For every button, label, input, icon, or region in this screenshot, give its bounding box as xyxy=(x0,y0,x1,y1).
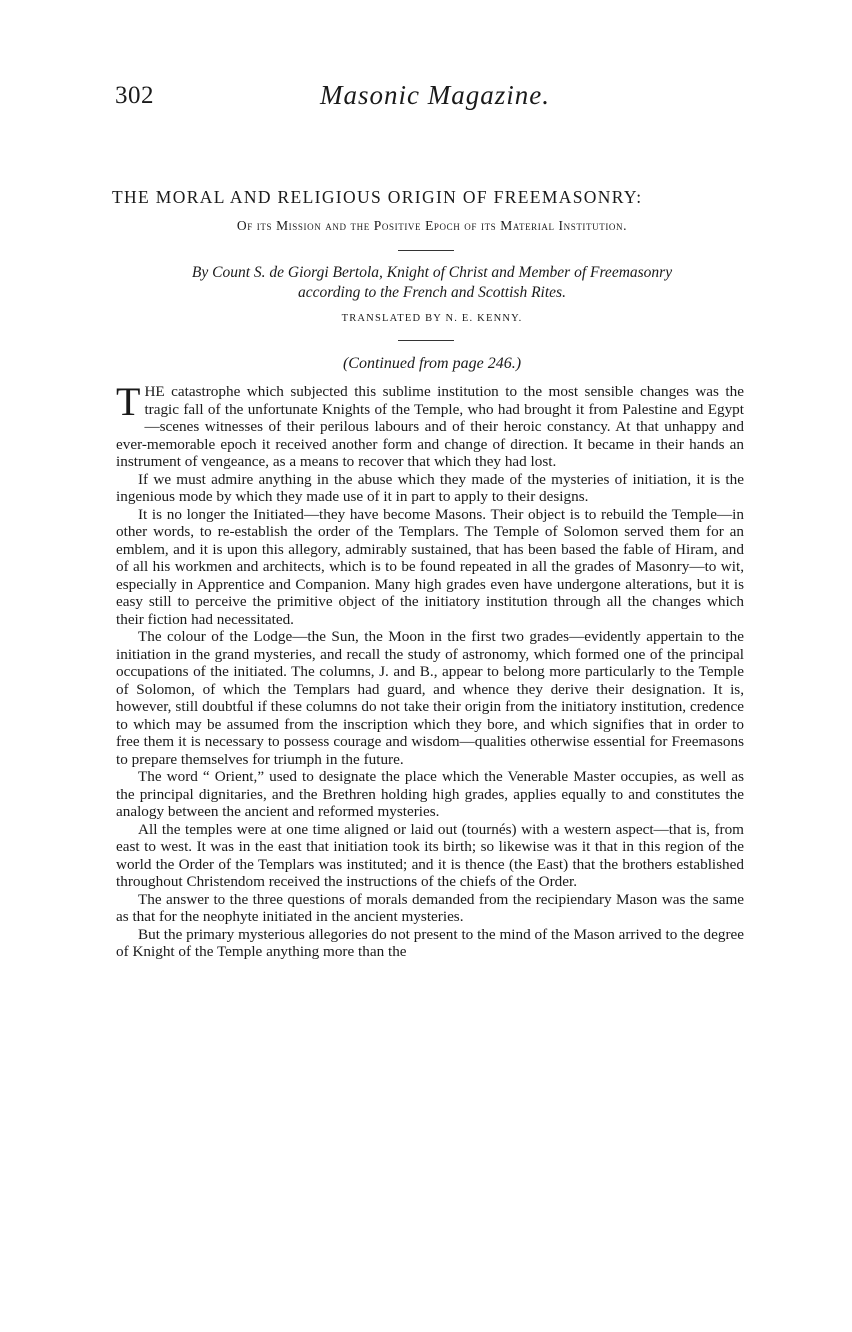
divider-rule xyxy=(398,340,454,341)
article-title: THE MORAL AND RELIGIOUS ORIGIN OF FREEMASONRY: xyxy=(112,187,643,207)
page-number: 302 xyxy=(115,82,154,109)
drop-cap: T xyxy=(116,379,141,424)
translator-credit: TRANSLATED BY N. E. KENNY. xyxy=(341,313,523,324)
continued-note: (Continued from page 246.) xyxy=(342,355,522,372)
paragraph: The colour of the Lodge—the Sun, the Moon in the first two grades—evidently appertain to the initiation in the grand mysteries, and recall the study of astronomy, which formed one of the principal occupations of the initiated. The columns, J. and B., appear to belong more particularly to the Temple of Solomon, of which the Templars had guard, and whence they derive their designation. It is, however, still doubtful if these columns do not take their origin from the initiatory institution, credence to which may be assumed from the inscription which they bore, and which signifies that in order to free them it is necessary to possess courage and wisdom—qualities otherwise essential for Freemasons to prepare themselves for triumph in the future. xyxy=(116,628,744,768)
magazine-title: Masonic Magazine. xyxy=(320,80,550,110)
paragraph: But the primary mysterious allegories do not present to the mind of the Mason arrived to the degree of Knight of the Temple anything more than the xyxy=(116,925,744,960)
byline-line-2: according to the French and Scottish Rites. xyxy=(298,284,566,301)
running-head xyxy=(115,82,755,122)
paragraph: The answer to the three questions of morals demanded from the recipiendary Mason was the same as that for the neophyte initiated in the ancient mysteries. xyxy=(116,890,744,925)
byline-line-1: By Count S. de Giorgi Bertola, Knight of Christ and Member of Freemasonry xyxy=(191,264,673,281)
byline xyxy=(112,263,752,303)
divider-rule xyxy=(398,250,454,251)
paragraph: If we must admire anything in the abuse which they made of the mysteries of initiation, it is the ingenious mode by which they made use of it in part to apply to their designs. xyxy=(116,470,744,505)
paragraph: It is no longer the Initiated—they have become Masons. Their object is to rebuild the Temple—in other words, to re-establish the order of the Templars. The Temple of Solomon served them for an emblem, and it is upon this allegory, admirably sustained, that has been based the fable of Hiram, and of all his workmen and architects, which is to be found repeated in all the grades of Masonry—to wit, especially in Apprentice and Companion. Many high grades even have undergone alterations, but it is easy still to perceive the primitive object of the initiatory institution through all the changes which their fiction had necessitated. xyxy=(116,505,744,628)
paragraph: All the temples were at one time aligned or laid out (tournés) with a western aspect—that is, from east to west. It was in the east that initiation took its birth; so likewise was it that in this region of the world the Order of the Templars was instituted; and it is thence (the East) that the brothers established throughout Christendom received the instructions of the chiefs of the Order. xyxy=(116,820,744,890)
paragraph: The word “ Orient,” used to designate the place which the Venerable Master occupies, as well as the principal dignitaries, and the Brethren holding high grades, applies equally to and constitutes the analogy between the ancient and reformed mysteries. xyxy=(116,768,744,820)
paragraph xyxy=(116,379,744,471)
paragraph-text: HE catastrophe which subjected this sublime institution to the most sensible changes was the tragic fall of the unfortunate Knights of the Temple, who had brought it from Palestine and Egypt—scenes witnesses of their perilous labours and of their heroic constancy. At that unhappy and ever-memorable epoch it received another form and change of direction. It became in their hands an instrument of vengeance, as a means to recover that which they had lost. xyxy=(116,383,744,470)
article-body xyxy=(116,379,744,961)
article-subtitle: Of its Mission and the Positive Epoch of its Material Institution. xyxy=(236,218,628,233)
